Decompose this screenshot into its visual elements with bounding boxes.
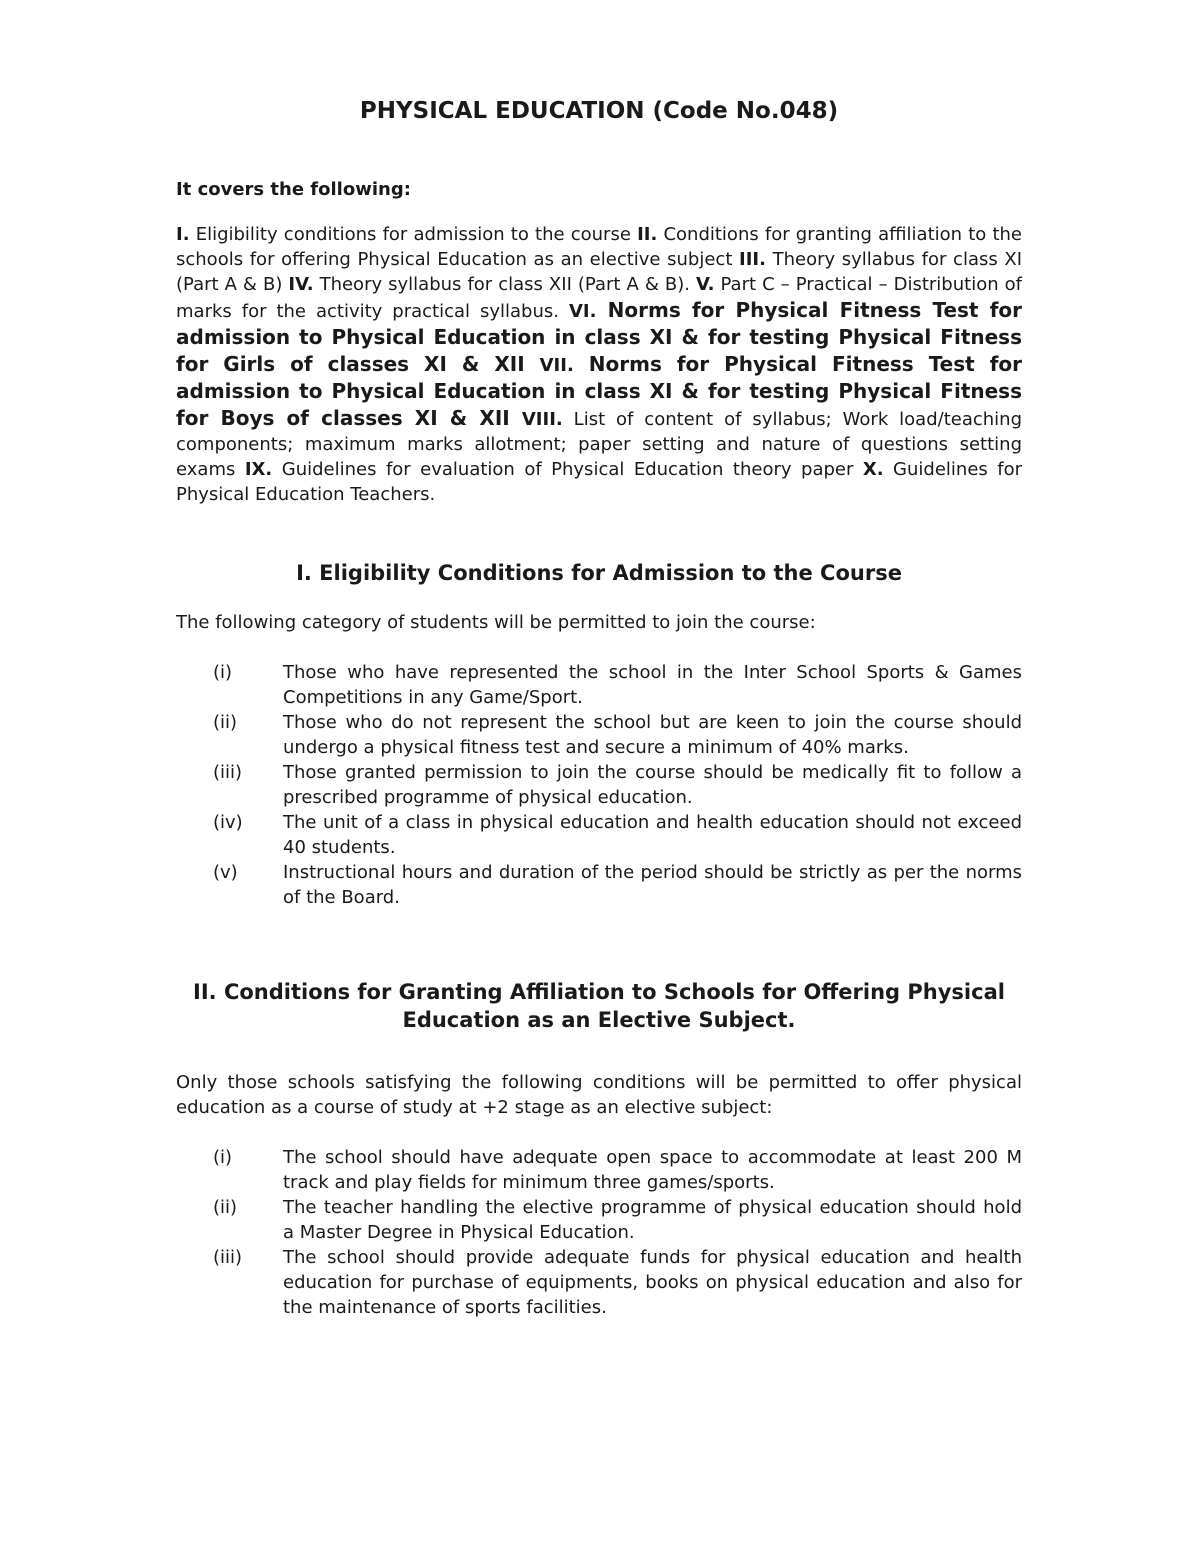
covers-text: Conditions for granting affiliation to the schools for offering Physical Education as an elective subject	[176, 224, 1022, 270]
page-title: PHYSICAL EDUCATION (Code No.048)	[359, 98, 839, 124]
roman-numeral: VIII.	[521, 409, 563, 430]
section-2-intro: Only those schools satisfying the following conditions will be permitted to offer physical education as a course of study at +2 stage as an elective subject:	[176, 1072, 1022, 1118]
roman-numeral: VII.	[539, 355, 574, 376]
document-page	[176, 98, 1022, 1320]
covers-text: Guidelines for Physical Education Teachers.	[176, 459, 1023, 505]
covers-text: Theory syllabus for class XI (Part A & B)	[176, 249, 1023, 295]
list-text: The school should provide adequate funds for physical education and health education for purchase of equipments, books on physical education and also for the maintenance of sports facilities.	[283, 1247, 1022, 1318]
roman-numeral: X.	[862, 459, 884, 480]
list-number: (ii)	[213, 712, 238, 733]
roman-numeral: IV.	[288, 274, 314, 295]
list-text: The teacher handling the elective programme of physical education should hold a Master Degree in Physical Education.	[283, 1197, 1022, 1243]
list-number: (ii)	[213, 1197, 238, 1218]
list-item	[176, 1195, 1022, 1245]
covers-text: List of content of syllabus; Work load/teaching components; maximum marks allotment; paper setting and nature of questions setting exams	[176, 409, 1022, 480]
list-item	[176, 710, 1022, 760]
list-text: Those who have represented the school in the Inter School Sports & Games Competitions in any Game/Sport.	[283, 662, 1022, 708]
covers-text: Theory syllabus for class XII (Part A & B).	[313, 274, 697, 295]
section-2-heading: II. Conditions for Granting Affiliation to Schools for Offering Physical Education as an Elective Subject.	[193, 980, 1005, 1032]
list-item	[176, 660, 1022, 710]
list-item	[176, 760, 1022, 810]
covers-paragraph	[176, 222, 1022, 507]
list-number: (i)	[213, 1147, 233, 1168]
covers-text-emphasis: Norms for Physical Fitness Test for admission to Physical Education in class XI & for testing Physical Fitness for Girls of classes XI & XII	[176, 298, 1023, 376]
list-item	[176, 810, 1022, 860]
section-1-list	[176, 660, 1022, 910]
covers-text: Part C – Practical – Distribution of marks for the activity practical syllabus.	[176, 274, 1022, 322]
list-text: The school should have adequate open space to accommodate at least 200 M track and play fields for minimum three games/sports.	[283, 1147, 1022, 1193]
list-item	[176, 1245, 1022, 1320]
roman-numeral: IX.	[244, 459, 273, 480]
covers-heading: It covers the following:	[176, 179, 411, 200]
list-text: Instructional hours and duration of the period should be strictly as per the norms of the Board.	[283, 862, 1022, 908]
list-item	[176, 1145, 1022, 1195]
covers-text: Eligibility conditions for admission to the course	[189, 224, 638, 245]
section-1-intro: The following category of students will be permitted to join the course:	[176, 612, 816, 633]
covers-text: Guidelines for evaluation of Physical Education theory paper	[272, 459, 863, 480]
list-number: (iii)	[213, 1247, 243, 1268]
section-1-heading: I. Eligibility Conditions for Admission to the Course	[296, 561, 902, 585]
list-number: (v)	[213, 862, 238, 883]
section-2-list	[176, 1145, 1022, 1320]
list-item	[176, 860, 1022, 910]
covers-text-emphasis: Norms for Physical Fitness Test for admission to Physical Education in class XI & for testing Physical Fitness for Boys of classes XI & XII	[176, 352, 1022, 430]
list-text: Those granted permission to join the course should be medically fit to follow a prescribed programme of physical education.	[283, 762, 1022, 808]
list-number: (i)	[213, 662, 233, 683]
list-number: (iv)	[213, 812, 243, 833]
roman-numeral: III.	[739, 249, 766, 270]
list-text: The unit of a class in physical education and health education should not exceed 40 students.	[283, 812, 1022, 858]
roman-numeral: I.	[176, 224, 190, 245]
list-text: Those who do not represent the school but are keen to join the course should undergo a physical fitness test and secure a minimum of 40% marks.	[283, 712, 1022, 758]
roman-numeral: II.	[637, 224, 658, 245]
list-number: (iii)	[213, 762, 243, 783]
roman-numeral: VI.	[568, 301, 597, 322]
roman-numeral: V.	[696, 274, 715, 295]
